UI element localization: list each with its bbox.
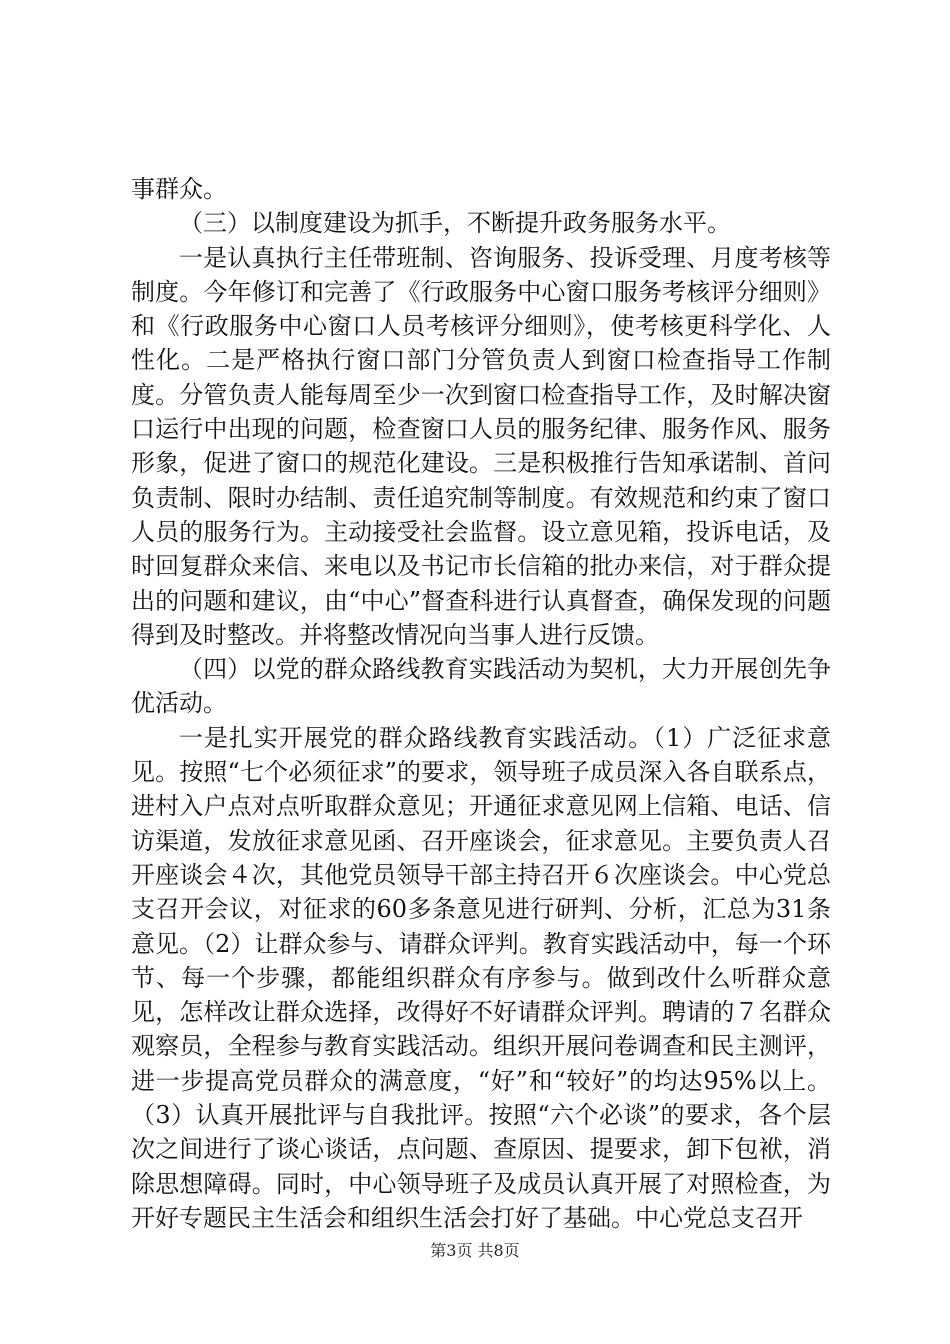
- section-heading-3: （三）以制度建设为抓手，不断提升政务服务水平。: [179, 209, 731, 238]
- section-heading-4: （四）以党的群众路线教育实践活动为契机，大力开展创先争优活动。: [131, 655, 831, 718]
- paragraph-continuation: 事群众。: [131, 175, 227, 203]
- paragraph-system-measures: 一是认真执行主任带班制、咨询服务、投诉受理、月度考核等制度。今年修订和完善了《行政服务中心窗口服务考核评分细则》和《行政服务中心窗口人员考核评分细则》，使考核更科学化、人性化。二是严格执行窗口部门分管负责人到窗口检查指导工作制度。分管负责人能每周至少一次到窗口检查指导工作，及时解决窗口运行中出现的问题，检查窗口人员的服务纪律、服务作风、服务形象，促进了窗口的规范化建设。三是积极推行告知承诺制、首问负责制、限时办结制、责任追究制等制度。有效规范和约束了窗口人员的服务行为。主动接受社会监督。设立意见箱，投诉电话，及时回复群众来信、来电以及书记市长信箱的批办来信，对于群众提出的问题和建议，由“中心”督查科进行认真督查，确保发现的问题得到及时整改。并将整改情况向当事人进行反馈。: [131, 243, 831, 649]
- document-body: [131, 172, 831, 1235]
- paragraph-practice-activities: 一是扎实开展党的群众路线教育实践活动。（1）广泛征求意见。按照“七个必须征求”的要求，领导班子成员深入各自联系点，进村入户点对点听取群众意见；开通征求意见网上信箱、电话、信访渠道，发放征求意见函、召开座谈会，征求意见。主要负责人召开座谈会４次，其他党员领导干部主持召开６次座谈会。中心党总支召开会议，对征求的60多条意见进行研判、分析，汇总为31条意见。（2）让群众参与、请群众评判。教育实践活动中，每一个环节、每一个步骤，都能组织群众有序参与。做到改什么听群众意见，怎样改让群众选择，改得好不好请群众评判。聘请的７名群众观察员，全程参与教育实践活动。组织开展问卷调查和民主测评，进一步提高党员群众的满意度，“好”和“较好”的均达95%以上。（3）认真开展批评与自我批评。按照“六个必谈”的要求，各个层次之间进行了谈心谈话，点问题、查原因、提要求，卸下包袱，消除思想障碍。同时，中心领导班子及成员认真开展了对照检查，为开好专题民主生活会和组织生活会打好了基础。中心党总支召开: [131, 723, 831, 1232]
- page-footer: 第3页 共8页: [430, 1241, 520, 1260]
